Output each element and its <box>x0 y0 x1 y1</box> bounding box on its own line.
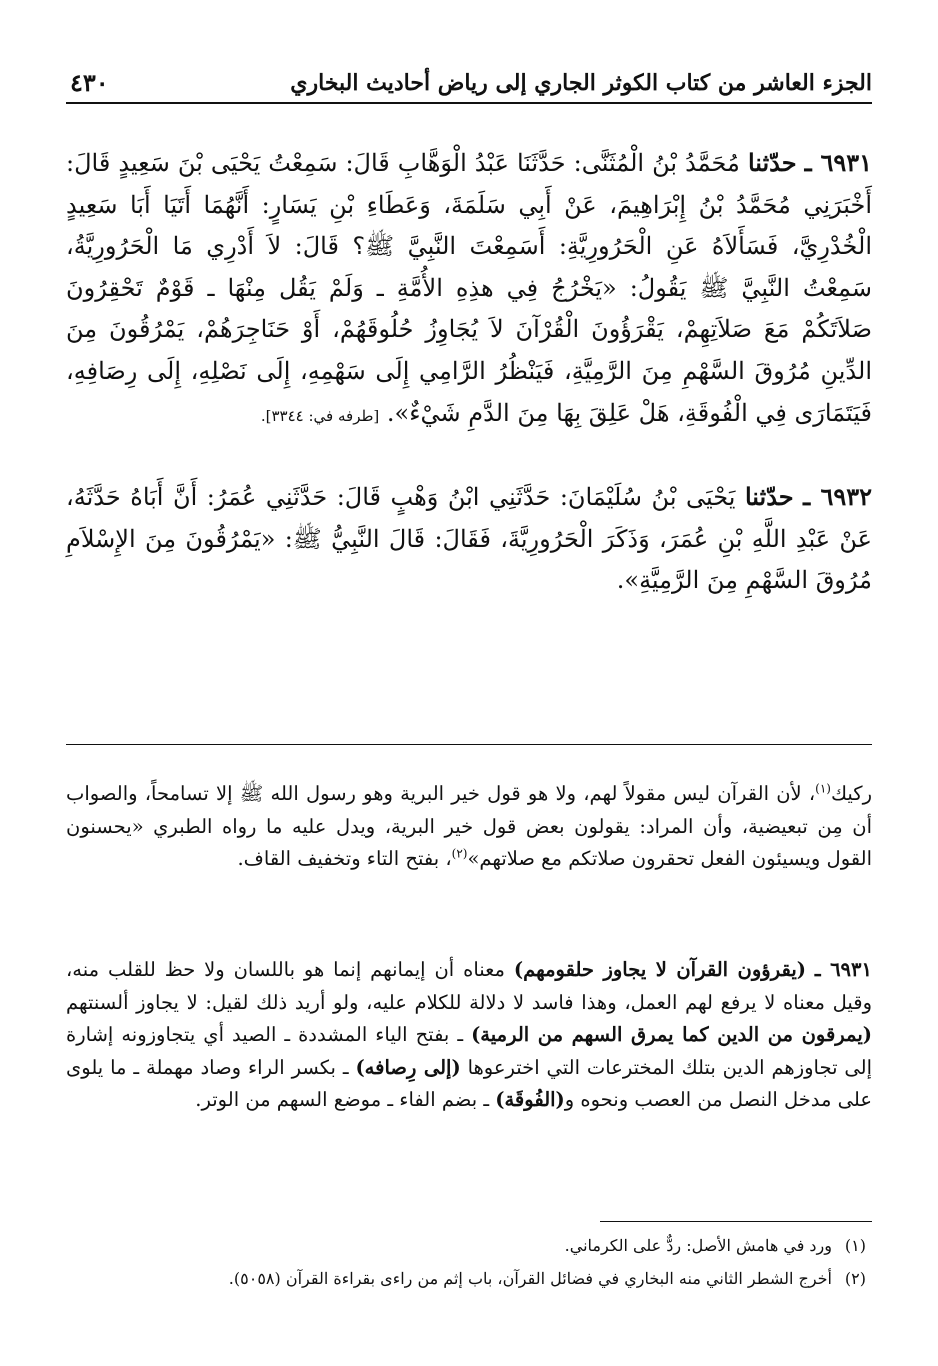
hadith-lead: حدّثنا <box>747 148 797 177</box>
hadith-reference: [طرفه في: ٣٣٤٤]. <box>260 406 380 425</box>
commentary-text: ـ بكسر الراء وصاد مهملة ـ ما يلوى على مدخل النصل من العصب ونحوه و <box>66 1055 872 1112</box>
hadith-6932 <box>66 476 872 602</box>
footnote-text: ورد في هامش الأصل: ردٌّ على الكرماني. <box>564 1236 832 1255</box>
commentary-divider <box>66 744 872 745</box>
quoted-phrase: (يقرؤون القرآن لا يجاوز حلقومهم) <box>513 958 806 981</box>
running-header <box>66 62 872 104</box>
hadith-number: ٦٩٣٢ ـ <box>803 482 872 511</box>
footnote-marker-2: (٢) <box>451 846 468 861</box>
quoted-phrase: (يمرقون من الدين كما يمرق السهم من الرمية) <box>471 1023 872 1047</box>
commentary-text: ـ بضم الفاء ـ موضع السهم من الوتر. <box>195 1088 496 1112</box>
footnote-marker-1: (١) <box>815 781 831 796</box>
hadith-number: ٦٩٣١ ـ <box>804 148 872 177</box>
commentary-text: ـ بفتح الياء المشددة ـ الصيد أي يتجاوزونه إشارة إلى تجاوزهم الدين بتلك المخترعات التي اخترعوها <box>66 1023 872 1079</box>
footnote-text: أخرج الشطر الثاني منه البخاري في فضائل القرآن، باب إثم من راءى بقراءة القرآن (٥٠٥٨). <box>228 1269 832 1288</box>
hadith-text: مُحَمَّدُ بْنُ الْمُثَنَّى: حَدَّثَنَا عَبْدُ الْوَهَّابِ قَالَ: سَمِعْتُ يَحْيَى بْنَ سَعِيدٍ قَالَ: أَخْبَرَنِي مُحَمَّدُ بْنُ إِبْرَاهِيمَ، عَنْ أَبِي سَلَمَةَ، وَعَطَاءِ بْنِ يَسَارٍ: أَنَّهُمَا أَتَيَا أَبَا سَعِيدٍ الْخُدْرِيَّ، فَسَأَلاَهُ عَنِ الْحَرُورِيَّةِ: أَسَمِعْتَ النَّبِيَّ ﷺ؟ قَالَ: لاَ أَدْرِي مَا الْحَرُورِيَّةُ، سَمِعْتُ النَّبِيَّ ﷺ يَقُولُ: «يَخْرُجُ فِي هذِهِ الأُمَّةِ ـ وَلَمْ يَقُل مِنْهَا ـ قَوْمٌ تَحْقِرُونَ صَلاَتَكُمْ مَعَ صَلاَتِهِمْ، يَقْرَؤُونَ الْقُرْآنَ لاَ يُجَاوِزُ حُلُوقَهُمْ، أَوْ حَنَاجِرَهُمْ، يَمْرُقُونَ مِنَ الدِّينِ مُرُوقَ السَّهْمِ مِنَ الرَّمِيَّةِ، فَيَنْظُرُ الرَّامِي إِلَى سَهْمِهِ، إِلَى نَصْلِهِ، إِلَى رِصَافِهِ، فَيَتَمَارَى فِي الْفُوقَةِ، هَلْ عَلِقَ بِهَا مِنَ الدَّمِ شَيْءٌ». <box>66 149 873 427</box>
quoted-phrase: (إلى رِصافه) <box>355 1055 461 1079</box>
footnote-number: (١) <box>844 1236 866 1255</box>
footnote-2 <box>66 1268 866 1290</box>
header-title: الجزء العاشر من كتاب الكوثر الجاري إلى رياض أحاديث البخاري <box>290 70 872 96</box>
commentary-number: ٦٩٣١ ـ <box>814 958 872 981</box>
commentary-text: معناه أن إيمانهم إنما هو باللسان ولا حظ للقلب منه، وقيل معناه لا يرفع لهم العمل، وهذا فاسد لا دلالة للكلام عليه، ولو أريد ذلك لقيل: لا يجاوز ألسنتهم <box>66 958 872 1014</box>
footnote-number: (٢) <box>844 1269 866 1288</box>
commentary-text: ، بفتح التاء وتخفيف القاف. <box>237 847 452 871</box>
hadith-lead: حدّثنا <box>744 482 794 511</box>
quoted-phrase: (الفُوقَة) <box>495 1088 565 1112</box>
hadith-text: يَحْيَى بْنُ سُلَيْمَانَ: حَدَّثَنِي ابْنُ وَهْبٍ قَالَ: حَدَّثَنِي عُمَرُ: أَنَّ أَبَاهُ حَدَّثَهُ، عَنْ عَبْدِ اللَّهِ بْنِ عُمَرَ، وَذَكَرَ الْحَرُورِيَّةَ، فَقَالَ: قَالَ النَّبِيُّ ﷺ: «يَمْرُقُونَ مِنَ الإِسْلاَمِ مُرُوقَ السَّهْمِ مِنَ الرَّمِيَّةِ». <box>66 483 872 595</box>
commentary-6931 <box>66 954 872 1117</box>
commentary-text: ركيك <box>830 782 872 805</box>
footnote-rule <box>600 1221 872 1222</box>
hadith-6931 <box>66 142 872 437</box>
commentary-text: ، لأن القرآن ليس مقولاً لهم، ولا هو قول خير البرية وهو رسول الله ﷺ إلا تسامحاً، والصواب أن مِن تبعيضية، وأن المراد: يقولون بعض قول خير البرية، ويدل عليه ما رواه الطبري «يحسنون القول ويسيئون الفعل تحقرون صلاتكم مع صلاتهم» <box>66 782 872 871</box>
footnote-1 <box>66 1235 866 1257</box>
page-number: ٤٣٠ <box>70 68 109 97</box>
commentary-continuation <box>66 778 872 876</box>
